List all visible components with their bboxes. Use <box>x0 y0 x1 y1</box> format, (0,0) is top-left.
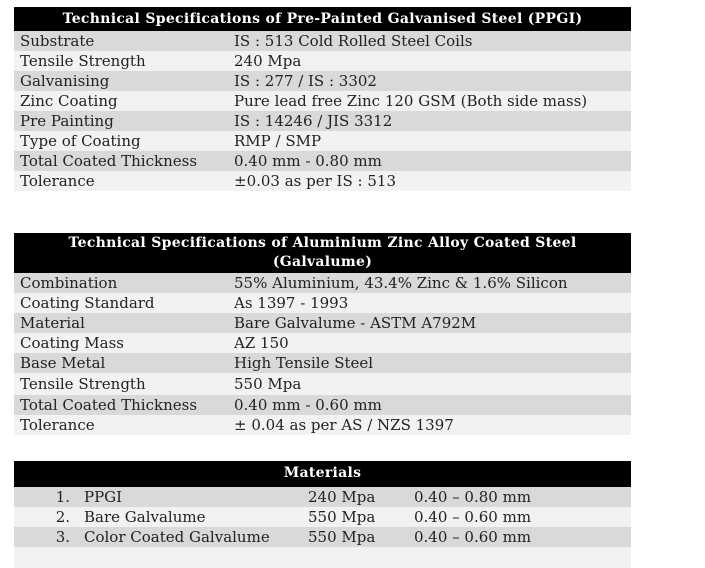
spec-label: Pre Painting <box>20 112 114 130</box>
material-tensile: 240 Mpa <box>308 488 376 506</box>
spec-value: AZ 150 <box>234 334 289 352</box>
spec-label: Substrate <box>20 32 95 50</box>
ppgi-spec-table <box>14 7 631 191</box>
galvalume-table-title <box>14 233 631 273</box>
material-name: PPGI <box>84 488 123 506</box>
material-number: 3. <box>55 528 70 546</box>
table-row <box>14 91 631 111</box>
table-row <box>14 51 631 71</box>
table-row <box>14 487 631 507</box>
spec-value: 0.40 mm - 0.60 mm <box>234 396 382 414</box>
spec-label: Total Coated Thickness <box>20 396 198 414</box>
spec-label: Tolerance <box>20 416 95 434</box>
table-row <box>14 111 631 131</box>
material-number: 1. <box>55 488 70 506</box>
table-row <box>14 151 631 171</box>
material-thickness: 0.40 – 0.80 mm <box>414 488 532 506</box>
spec-value: 240 Mpa <box>234 52 302 70</box>
spec-label: Material <box>20 314 85 332</box>
material-tensile: 550 Mpa <box>308 508 376 526</box>
spec-value: 550 Mpa <box>234 375 302 393</box>
material-thickness: 0.40 – 0.60 mm <box>414 508 532 526</box>
materials-table <box>14 461 631 568</box>
spec-label: Type of Coating <box>20 132 141 150</box>
ppgi-table-title: Technical Specifications of Pre-Painted Galvanised Steel (PPGI) <box>14 7 631 31</box>
spec-value: RMP / SMP <box>234 132 322 150</box>
table-row <box>14 395 631 415</box>
spec-value: High Tensile Steel <box>234 354 374 372</box>
spec-label: Tensile Strength <box>20 52 146 70</box>
table-row <box>14 71 631 91</box>
table-row <box>14 415 631 435</box>
table-row <box>14 171 631 191</box>
galvalume-title-line1: Technical Specifications of Aluminium Zinc Alloy Coated Steel <box>68 235 577 251</box>
material-tensile: 550 Mpa <box>308 528 376 546</box>
spec-value: As 1397 - 1993 <box>234 294 349 312</box>
table-row <box>14 131 631 151</box>
spec-value: IS : 14246 / JIS 3312 <box>234 112 393 130</box>
material-thickness: 0.40 – 0.60 mm <box>414 528 532 546</box>
spec-label: Tensile Strength <box>20 375 146 393</box>
spec-label: Total Coated Thickness <box>20 152 198 170</box>
spec-label: Tolerance <box>20 172 95 190</box>
spec-label: Zinc Coating <box>20 92 118 110</box>
table-row <box>14 273 631 293</box>
table-row <box>14 373 631 395</box>
table-row <box>14 31 631 51</box>
spec-label: Combination <box>20 274 118 292</box>
spec-value: Pure lead free Zinc 120 GSM (Both side mass) <box>234 92 588 110</box>
spec-value: 55% Aluminium, 43.4% Zinc & 1.6% Silicon <box>234 274 568 292</box>
galvalume-title-line2: (Galvalume) <box>272 254 373 270</box>
material-name: Bare Galvalume <box>84 508 206 526</box>
spec-label: Base Metal <box>20 354 106 372</box>
spec-value: IS : 277 / IS : 3302 <box>234 72 377 90</box>
spec-label: Coating Standard <box>20 294 155 312</box>
table-row <box>14 293 631 313</box>
table-row <box>14 507 631 527</box>
table-row <box>14 333 631 353</box>
spec-value: ±0.03 as per IS : 513 <box>234 172 396 190</box>
material-name: Color Coated Galvalume <box>84 528 270 546</box>
table-row <box>14 353 631 373</box>
spec-value: Bare Galvalume - ASTM A792M <box>234 314 477 332</box>
table-row <box>14 527 631 547</box>
spec-label: Galvanising <box>20 72 110 90</box>
spec-label: Coating Mass <box>20 334 125 352</box>
table-row <box>14 313 631 333</box>
galvalume-spec-table <box>14 233 631 435</box>
spec-value: 0.40 mm - 0.80 mm <box>234 152 382 170</box>
material-number: 2. <box>55 508 70 526</box>
spec-value: ± 0.04 as per AS / NZS 1397 <box>234 416 454 434</box>
materials-table-title: Materials <box>14 461 631 487</box>
spec-value: IS : 513 Cold Rolled Steel Coils <box>234 32 473 50</box>
